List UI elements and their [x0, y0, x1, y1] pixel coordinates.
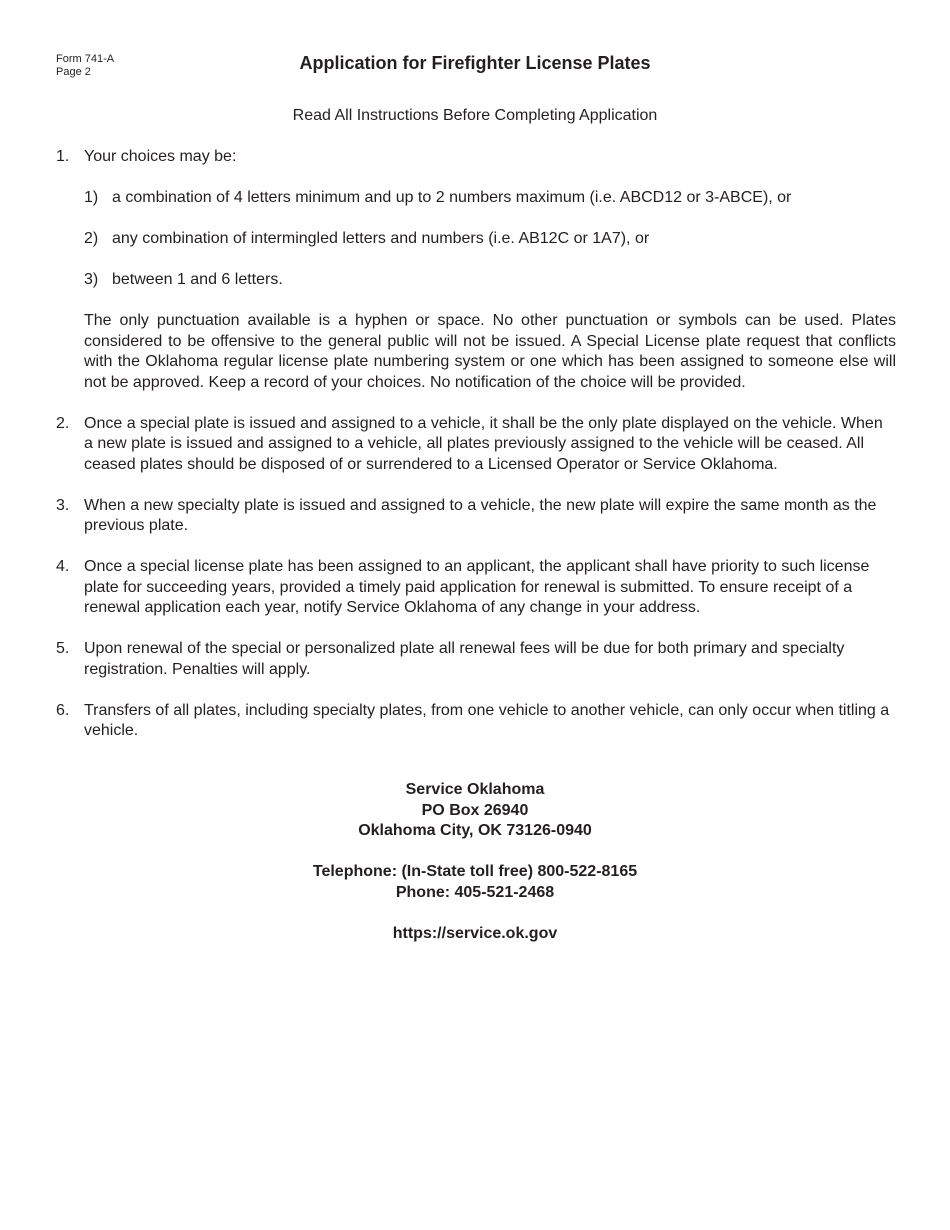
item-text: Once a special plate is issued and assigned to a vehicle, it shall be the only plate displayed on the vehicle. When a new plate is issued and assigned to a vehicle, all plates previously assigned to the vehicle will be ceased. All ceased plates should be disposed of or surrendered to a Licensed Operator or Service Oklahoma.	[84, 414, 883, 473]
item-number: 4.	[56, 558, 70, 575]
instruction-item-1	[56, 147, 896, 393]
item-text: Upon renewal of the special or personalized plate all renewal fees will be due for both primary and specialty registration. Penalties will apply.	[84, 640, 845, 678]
choice-text: a combination of 4 letters minimum and up to 2 numbers maximum (i.e. ABCD12 or 3-ABCE), or	[112, 189, 792, 206]
contact-po-box: PO Box 26940	[421, 801, 529, 819]
contact-city: Oklahoma City, OK 73126-0940	[358, 822, 592, 839]
form-number: Form 741-A	[56, 53, 115, 65]
item-number: 3.	[56, 496, 70, 514]
item-text: Once a special license plate has been assigned to an applicant, the applicant shall have priority to such license plate for succeeding years, provided a timely paid application for renewal is submitted. To ensure receipt of a renewal application each year, notify Service Oklahoma of any change in your address.	[84, 558, 870, 616]
choice-number: 3)	[84, 271, 99, 288]
contact-org: Service Oklahoma	[405, 781, 545, 798]
page-title: Application for Firefighter License Plates	[299, 53, 651, 73]
item-text: Transfers of all plates, including specialty plates, from one vehicle to another vehicle, can only occur when titling a vehicle.	[84, 701, 890, 739]
page-number: Page 2	[56, 66, 91, 78]
choice-number: 2)	[84, 230, 99, 247]
punctuation-note: The only punctuation available is a hyphen or space. No other punctuation or symbols can be used. Plates considered to be offensive to the general public will not be issued. A Special License plate request that conflicts with the Oklahoma regular license plate numbering system or one which has been assigned to someone else will not be approved. Keep a record of your choices. No notification of the choice will be provided.	[84, 312, 896, 391]
item-number: 5.	[56, 640, 70, 657]
instruction-item-4	[56, 557, 896, 619]
page-subtitle: Read All Instructions Before Completing Application	[292, 107, 658, 124]
contact-telephone: Telephone: (In-State toll free) 800-522-8165	[312, 863, 638, 880]
instruction-item-3	[56, 496, 896, 537]
item-text: Your choices may be:	[84, 148, 237, 165]
item-number: 2.	[56, 414, 70, 432]
instruction-item-6	[56, 701, 896, 742]
instruction-item-2	[56, 414, 896, 476]
item-number: 1.	[56, 148, 70, 165]
choice-number: 1)	[84, 189, 99, 206]
contact-phone: Phone: 405-521-2468	[395, 883, 555, 901]
choice-text: any combination of intermingled letters and numbers (i.e. AB12C or 1A7), or	[112, 230, 650, 247]
choice-item-3	[84, 270, 896, 291]
instructions-list	[56, 147, 896, 762]
item-text: When a new specialty plate is issued and assigned to a vehicle, the new plate will expire the same month as the previous plate.	[84, 496, 877, 534]
item-number: 6.	[56, 701, 70, 719]
contact-website[interactable]: https://service.ok.gov	[392, 924, 558, 942]
choice-item-2	[84, 229, 896, 250]
choice-text: between 1 and 6 letters.	[112, 271, 283, 288]
choice-item-1	[84, 188, 896, 209]
contact-block	[0, 780, 950, 944]
instruction-item-5	[56, 639, 896, 680]
